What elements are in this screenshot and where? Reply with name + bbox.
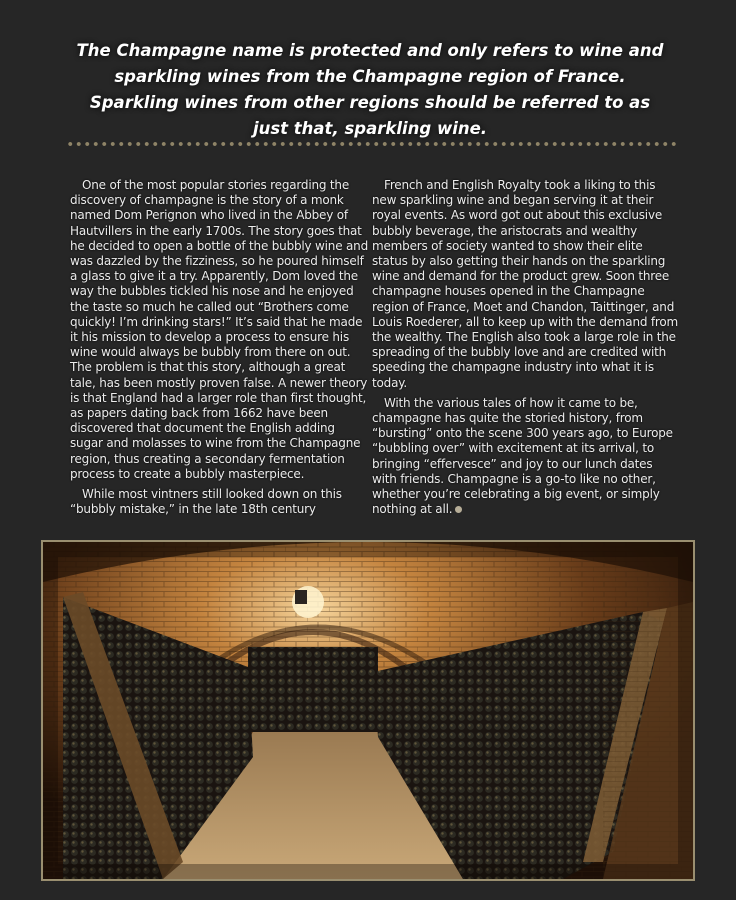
wine-cellar-photo	[41, 540, 695, 881]
article-paragraph-last	[372, 396, 678, 518]
end-of-article-bullet-icon	[455, 506, 462, 513]
back-bottle-wall	[248, 647, 378, 732]
article-paragraph: While most vintners still looked down on this “bubbly mistake,” in the late 18th century	[70, 487, 342, 517]
dotted-divider	[66, 139, 678, 149]
article-paragraph: One of the most popular stories regarding the discovery of champagne is the story of a monk named Dom Perignon who lived in the Abbey of Hautvillers in the early 1700s. The story goes that he decided to open a bottle of the bubbly wine and was dazzled by the fizziness, so he poured himself a glass to give it a try. Apparently, Dom loved the way the bubbles tickled his nose and he enjoyed the taste so much he called out “Brothers come quickly! I’m drinking stars!” It’s said that he made it his mission to develop a process to ensure his wine would always be bubbly from there on out. The problem is that this story, although a great tale, has been mostly proven false. A newer theory is that England had a larger role than first thought, as papers dating back from 1662 have been discovered that document the English adding sugar and molasses to wine from the Champagne region, thus creating a secondary fermentation process to create a bubbly masterpiece.	[70, 178, 368, 481]
article-paragraph: French and English Royalty took a liking to this new sparkling wine and began serving it at their royal events. As word got out about this exclusive bubbly beverage, the aristocrats and wealthy members of society wanted to show their elite status by also getting their hands on the sparkling wine and demand for the product grew. Soon three champagne houses opened in the Champagne region of France, Moet and Chandon, Taittinger, and Louis Roederer, all to keep up with the demand from the wealthy. The English also took a large role in the spreading of the bubbly love and are credited with speeding the champagne industry into what it is today.	[372, 178, 679, 390]
wine-cellar-illustration	[43, 542, 693, 879]
article-column-right	[372, 178, 678, 522]
article-paragraph-text: With the various tales of how it came to be, champagne has quite the storied history, from “bursting” onto the scene 300 years ago, to Europe “bubbling over” with excitement at its arrival, to bringing “effervesce” and joy to our lunch dates with friends. Champagne is a go-to like no other, whether you’re celebrating a big event, or simply nothing at all.	[372, 395, 673, 517]
article-column-left	[70, 178, 370, 522]
pull-quote: The Champagne name is protected and only refers to wine and sparkling wines from the Champagne region of France. Sparkling wines from other regions should be referred to as just that, sparkling wine.	[76, 41, 664, 138]
